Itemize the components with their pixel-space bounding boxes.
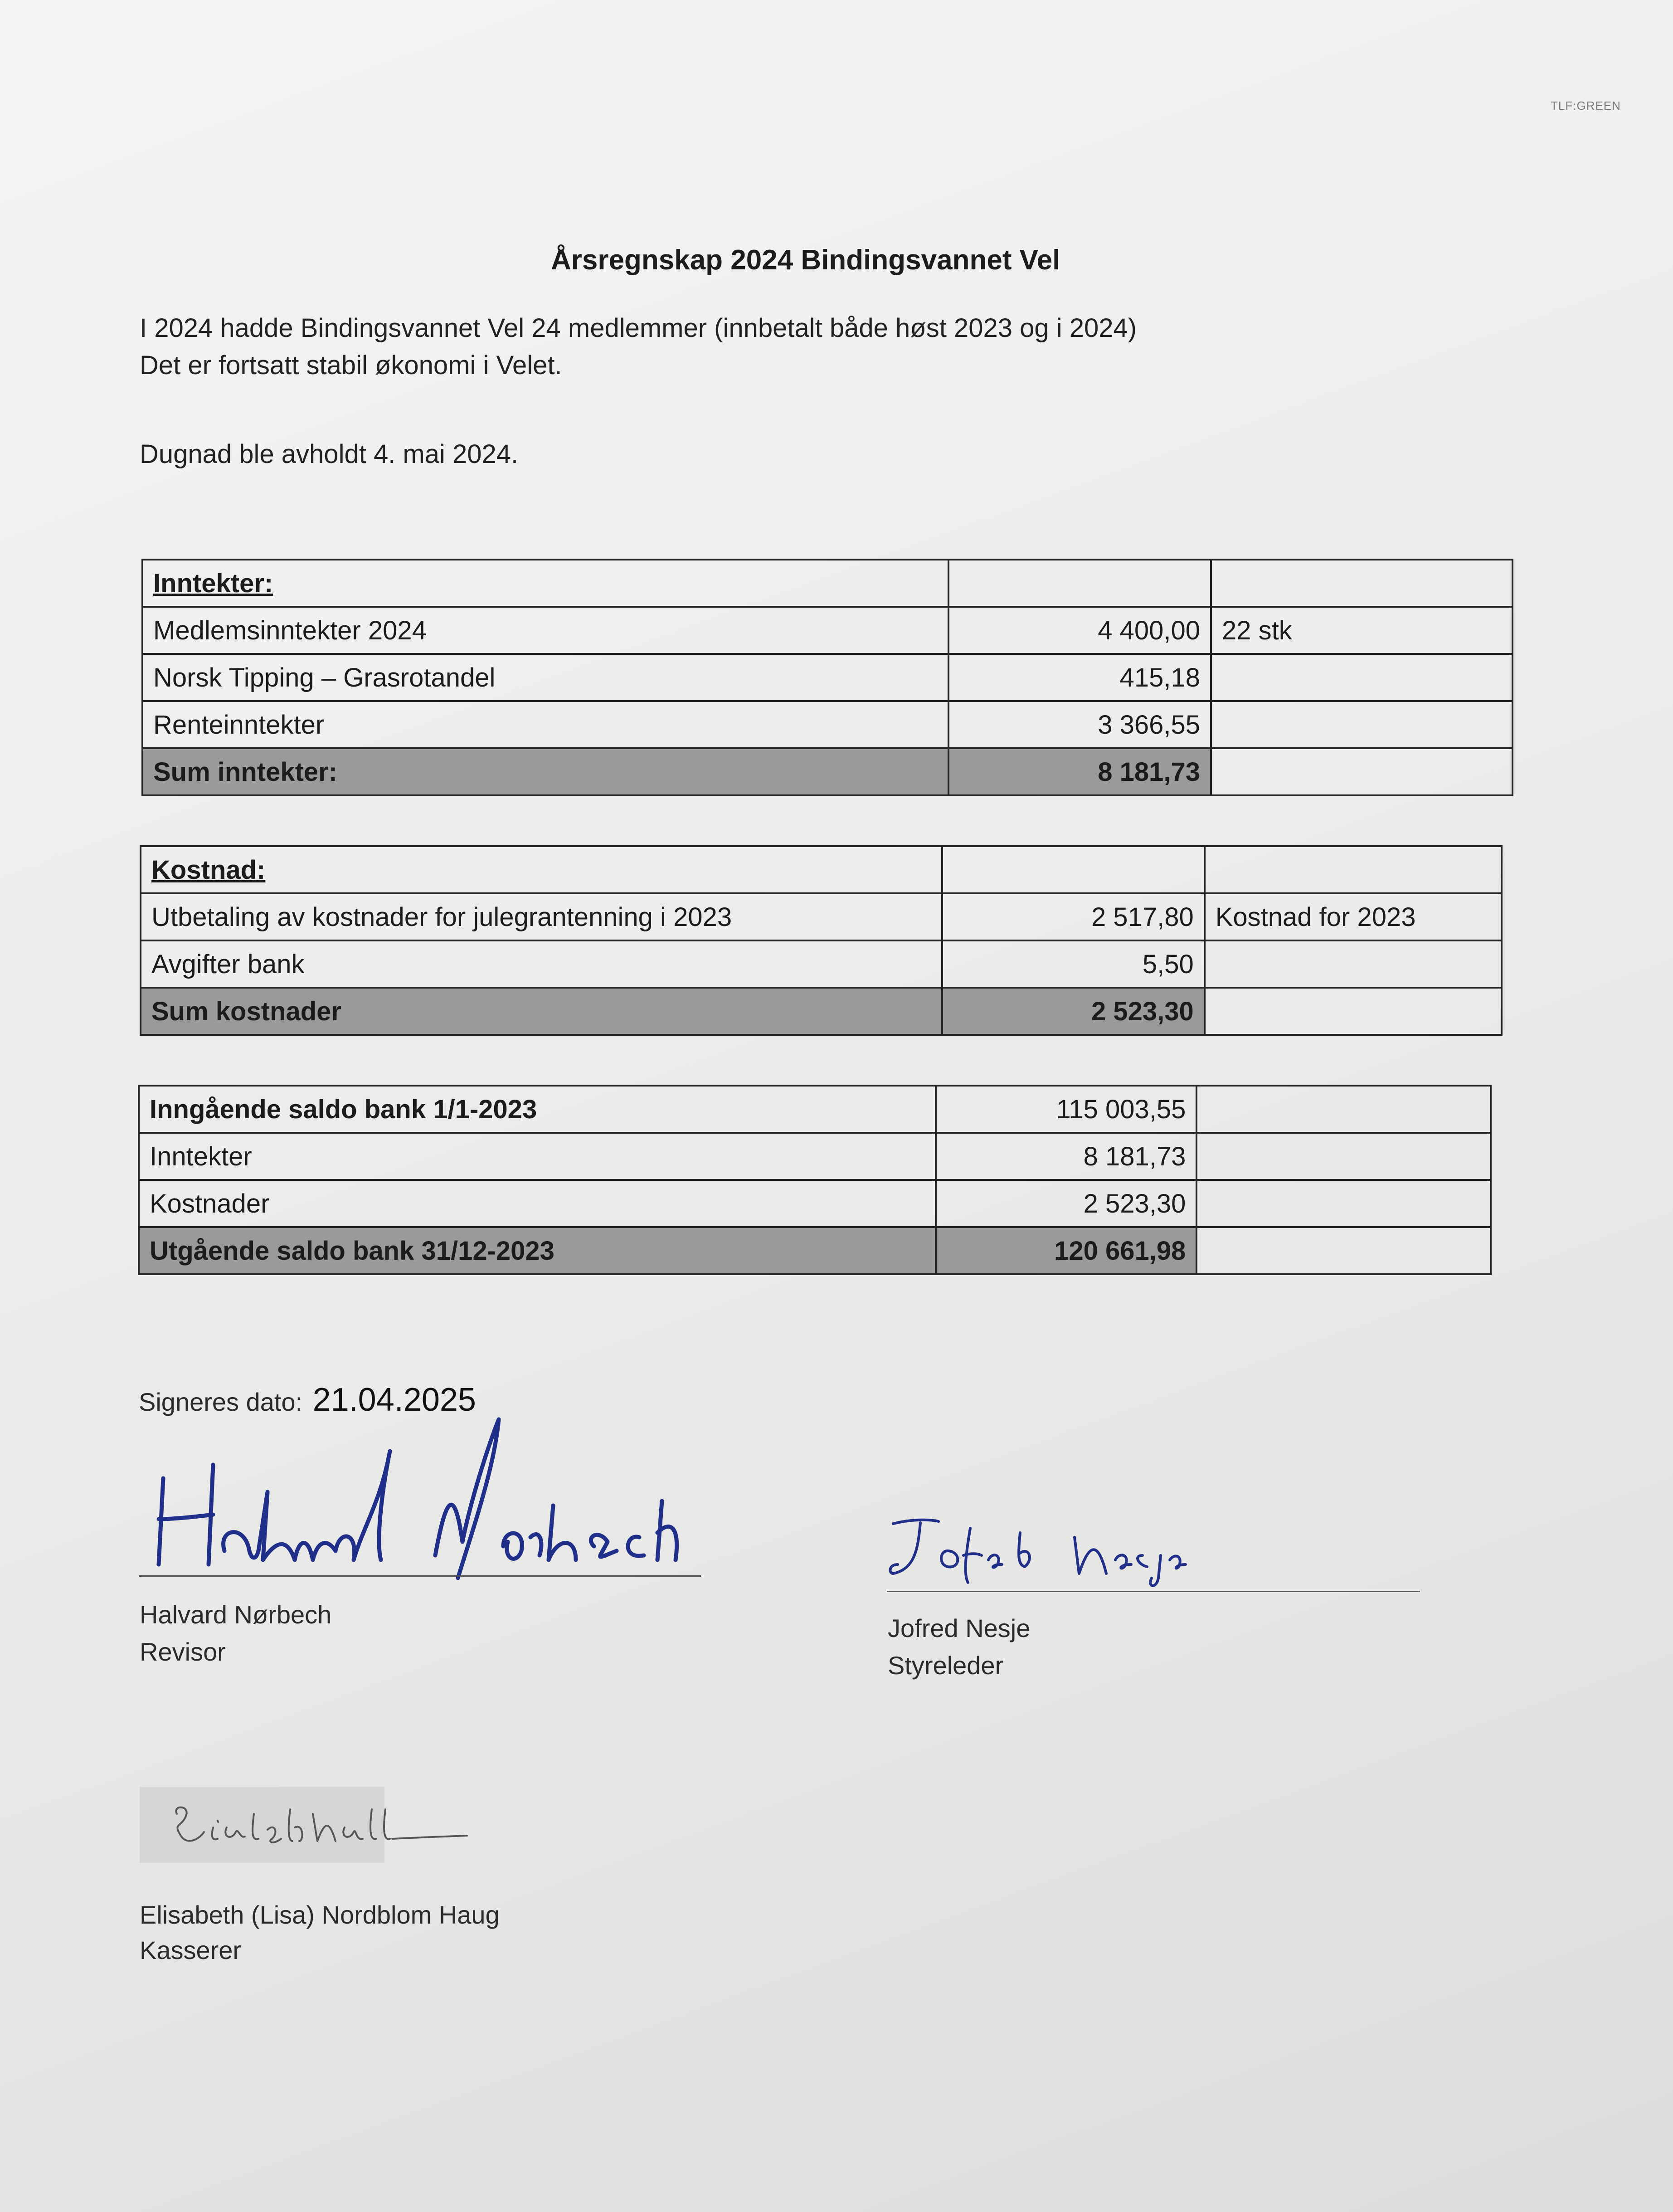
cost-header-row xyxy=(141,846,1502,893)
signatory-role: Revisor xyxy=(140,1637,226,1666)
sum-label: Sum inntekter: xyxy=(142,748,948,795)
table-row xyxy=(139,1180,1491,1227)
closing-balance-row xyxy=(139,1227,1491,1274)
closing-balance-label: Utgående saldo bank 31/12-2023 xyxy=(139,1227,936,1274)
row-amount: 2 517,80 xyxy=(942,893,1205,940)
empty-cell xyxy=(1211,748,1513,795)
signatory-name: Elisabeth (Lisa) Nordblom Haug xyxy=(140,1900,500,1929)
row-label: Avgifter bank xyxy=(141,940,942,988)
table-row xyxy=(141,940,1502,988)
table-row xyxy=(141,893,1502,940)
sum-amount: 8 181,73 xyxy=(948,748,1211,795)
table-row xyxy=(142,654,1513,701)
row-note xyxy=(1205,940,1502,988)
row-note xyxy=(1211,701,1513,748)
income-sum-row xyxy=(142,748,1513,795)
balance-table xyxy=(138,1085,1492,1275)
empty-cell xyxy=(1205,988,1502,1035)
row-label: Medlemsinntekter 2024 xyxy=(142,607,948,654)
signatory-name: Halvard Nørbech xyxy=(140,1600,332,1629)
income-header-row xyxy=(142,560,1513,607)
empty-cell xyxy=(1196,1086,1491,1133)
opening-balance-amount: 115 003,55 xyxy=(936,1086,1196,1133)
cost-sum-row xyxy=(141,988,1502,1035)
row-amount: 2 523,30 xyxy=(936,1180,1196,1227)
signatory-name: Jofred Nesje xyxy=(888,1614,1031,1642)
row-label: Norsk Tipping – Grasrotandel xyxy=(142,654,948,701)
cost-header-label: Kostnad: xyxy=(141,846,942,893)
signatory-role: Styreleder xyxy=(888,1651,1004,1680)
opening-balance-label: Inngående saldo bank 1/1-2023 xyxy=(139,1086,936,1133)
table-row xyxy=(139,1133,1491,1180)
table-row xyxy=(142,607,1513,654)
signature-elisabeth-nordblom xyxy=(163,1796,472,1855)
row-amount: 5,50 xyxy=(942,940,1205,988)
row-label: Inntekter xyxy=(139,1133,936,1180)
row-amount: 415,18 xyxy=(948,654,1211,701)
empty-cell xyxy=(1196,1133,1491,1180)
row-label: Renteinntekter xyxy=(142,701,948,748)
row-amount: 8 181,73 xyxy=(936,1133,1196,1180)
empty-cell xyxy=(942,846,1205,893)
sum-label: Sum kostnader xyxy=(141,988,942,1035)
opening-balance-row xyxy=(139,1086,1491,1133)
document-title: Årsregnskap 2024 Bindingsvannet Vel xyxy=(551,244,1060,276)
closing-balance-amount: 120 661,98 xyxy=(936,1227,1196,1274)
signing-date-block xyxy=(139,1381,476,1418)
signature-line xyxy=(887,1591,1420,1592)
sum-amount: 2 523,30 xyxy=(942,988,1205,1035)
row-amount: 4 400,00 xyxy=(948,607,1211,654)
income-table xyxy=(141,559,1513,796)
signing-date-value: 21.04.2025 xyxy=(312,1382,476,1418)
row-amount: 3 366,55 xyxy=(948,701,1211,748)
intro-line-members: I 2024 hadde Bindingsvannet Vel 24 medlemmer (innbetalt både høst 2023 og i 2024) xyxy=(140,313,1137,343)
empty-cell xyxy=(1211,560,1513,607)
row-note xyxy=(1211,654,1513,701)
intro-line-dugnad: Dugnad ble avholdt 4. mai 2024. xyxy=(140,439,519,469)
cost-table xyxy=(140,845,1503,1036)
table-row xyxy=(142,701,1513,748)
empty-cell xyxy=(948,560,1211,607)
income-header-label: Inntekter: xyxy=(142,560,948,607)
row-label: Utbetaling av kostnader for julegrantenning i 2023 xyxy=(141,893,942,940)
intro-line-economy: Det er fortsatt stabil økonomi i Velet. xyxy=(140,351,562,380)
signing-date-label: Signeres dato: xyxy=(139,1388,303,1416)
corner-mark: TLF:GREEN xyxy=(1551,99,1621,112)
row-note: 22 stk xyxy=(1211,607,1513,654)
signature-jofred-nesje xyxy=(884,1510,1201,1592)
row-label: Kostnader xyxy=(139,1180,936,1227)
signatory-role: Kasserer xyxy=(140,1936,242,1964)
row-note: Kostnad for 2023 xyxy=(1205,893,1502,940)
empty-cell xyxy=(1196,1180,1491,1227)
empty-cell xyxy=(1196,1227,1491,1274)
signature-halvard-norbech xyxy=(145,1415,716,1596)
signature-line xyxy=(139,1575,701,1577)
empty-cell xyxy=(1205,846,1502,893)
